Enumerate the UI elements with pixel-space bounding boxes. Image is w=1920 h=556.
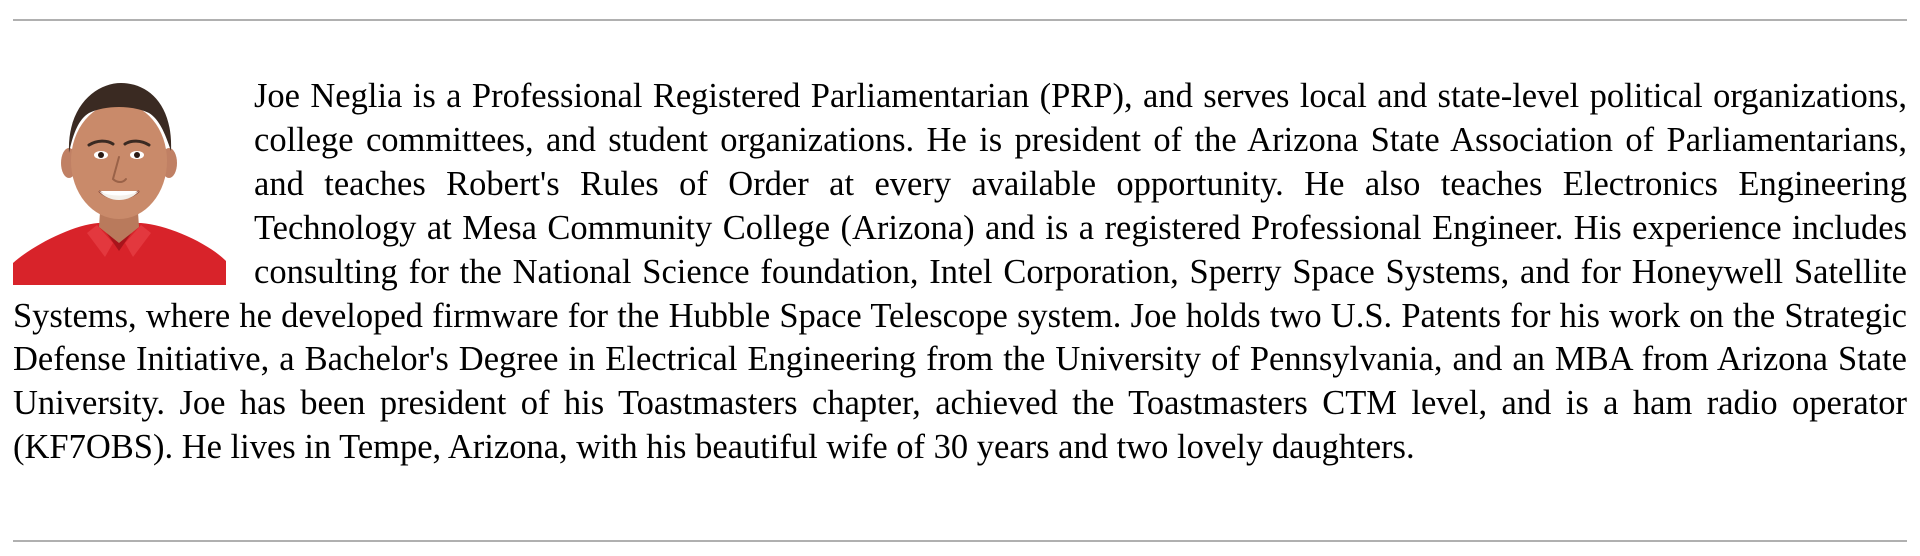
bottom-divider <box>13 540 1907 542</box>
portrait-drawing <box>13 75 226 285</box>
bio-section <box>13 75 1907 470</box>
top-divider <box>13 19 1907 21</box>
portrait-image <box>13 75 226 285</box>
page <box>13 0 1907 556</box>
bio-paragraph: Joe Neglia is a Professional Registered Parliamentarian (PRP), and serves local and state-level political organizations, college committees, and student organizations. He is president of the Arizona State Association of Parliamentarians, and teaches Robert's Rules of Order at every available opportunity. He also teaches Electronics Engineering Technology at Mesa Community College (Arizona) and is a registered Professional Engineer. His experience includes consulting for the National Science foundation, Intel Corporation, Sperry Space Systems, and for Honeywell Satellite Systems, where he developed firmware for the Hubble Space Telescope system. Joe holds two U.S. Patents for his work on the Strategic Defense Initiative, a Bachelor's Degree in Electrical Engineering from the University of Pennsylvania, and an MBA from Arizona State University. Joe has been president of his Toastmasters chapter, achieved the Toastmasters CTM level, and is a ham radio operator (KF7OBS). He lives in Tempe, Arizona, with his beautiful wife of 30 years and two lovely daughters. <box>13 77 1907 467</box>
